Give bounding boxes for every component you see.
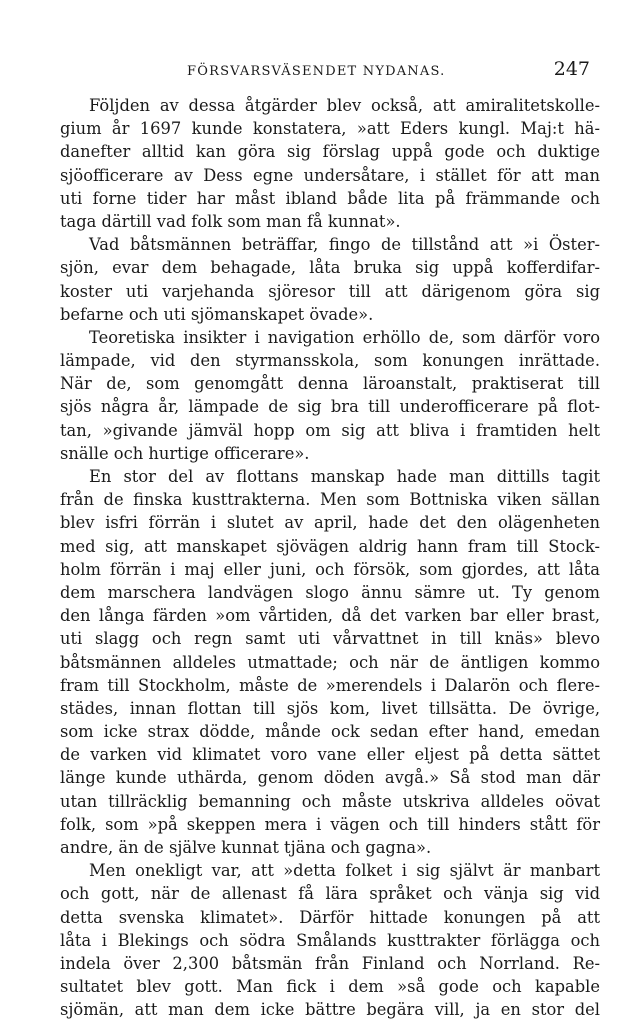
- text-line: danefter alltid kan göra sig förslag uppå gode och duktige: [60, 142, 600, 162]
- text-line: En stor del av flottans manskap hade man dittills tagit: [89, 467, 600, 486]
- text-line: låta i Blekings och södra Smålands kusttrakter förlägga och: [60, 930, 600, 950]
- text-line: utan tillräcklig bemanning och måste utskriva alldeles oövat: [60, 791, 600, 811]
- text-line: sjön, evar dem behagade, låta bruka sig uppå kofferdifar-: [60, 258, 600, 278]
- text-line: Vad båtsmännen beträffar, fingo de tillstånd att »i Öster-: [89, 235, 600, 255]
- text-line: blev isfri förrän i slutet av april, hade det den olägenheten: [60, 513, 600, 533]
- text-line: indela över 2,300 båtsmän från Finland och Norrland. Re-: [60, 953, 600, 973]
- text-line: koster uti varjehanda sjöresor till att därigenom göra sig: [60, 281, 600, 301]
- text-line: uti forne tider har måst ibland både lita på främmande och: [60, 188, 600, 208]
- text-line: sultatet blev gott. Man fick i dem »så gode och kapable: [60, 977, 600, 997]
- text-line: fram till Stockholm, måste de »merendels i Dalarön och flere-: [60, 675, 600, 695]
- text-line: de varken vid klimatet voro vane eller eljest på detta sättet: [60, 745, 600, 765]
- running-title: FÖRSVARSVÄSENDET NYDANAS.: [187, 64, 446, 79]
- text-line: länge kunde uthärda, genom döden avgå.» Så stod man där: [60, 768, 600, 788]
- text-line: befarne och uti sjömanskapet övade».: [60, 304, 374, 324]
- text-line: och gott, när de allenast få lära språket och vänja sig vid: [60, 884, 600, 904]
- text-line: gium år 1697 kunde konstatera, »att Eders kungl. Maj:t hä-: [60, 119, 600, 139]
- text-line: När de, som genomgått denna läroanstalt, praktiserat till: [60, 374, 600, 394]
- page-number: 247: [553, 58, 590, 80]
- text-line: detta svenska klimatet». Därför hittade konungen på att: [60, 907, 600, 927]
- text-line: folk, som »på skeppen mera i vägen och till hinders stått för: [60, 814, 600, 834]
- text-line: som icke strax dödde, månde ock sedan efter hand, emedan: [60, 722, 600, 742]
- text-line: Men onekligt var, att »detta folket i sig självt är manbart: [89, 861, 600, 881]
- text-line: snälle och hurtige officerare».: [60, 443, 310, 463]
- text-line: Teoretiska insikter i navigation erhöllo de, som därför voro: [89, 327, 600, 347]
- text-line: båtsmännen alldeles utmattade; och när de äntligen kommo: [60, 652, 600, 672]
- text-line: sjömän, att man dem icke bättre begära vill, ja en stor del: [60, 1000, 600, 1020]
- text-line: tan, »givande jämväl hopp om sig att bliva i framtiden helt: [60, 420, 600, 440]
- text-line: lämpade, vid den styrmansskola, som konungen inrättade.: [60, 351, 600, 371]
- running-head: [60, 58, 590, 82]
- text-line: med sig, att manskapet sjövägen aldrig hann fram till Stock-: [60, 536, 600, 556]
- body-text: [60, 94, 600, 1022]
- text-line: Följden av dessa åtgärder blev också, att amiralitetskolle-: [89, 96, 600, 115]
- text-line: städes, innan flottan till sjös kom, livet tillsätta. De övrige,: [60, 698, 600, 718]
- text-line: sjös några år, lämpade de sig bra till underofficerare på flot-: [60, 397, 600, 417]
- text-line: den långa färden »om vårtiden, då det varken bar eller brast,: [60, 606, 600, 626]
- text-line: taga därtill vad folk som man få kunnat».: [60, 211, 401, 231]
- text-line: andre, än de själve kunnat tjäna och gagna».: [60, 838, 432, 857]
- text-line: från de finska kusttrakterna. Men som Bottniska viken sällan: [60, 490, 600, 510]
- text-line: sjöofficerare av Dess egne undersåtare, i stället för att man: [60, 165, 600, 185]
- text-line: holm förrän i maj eller juni, och försök, som gjordes, att låta: [60, 559, 600, 579]
- text-line: uti slagg och regn samt uti vårvattnet in till knäs» blevo: [60, 629, 600, 649]
- text-line: dem marschera landvägen slogo ännu sämre ut. Ty genom: [60, 582, 600, 602]
